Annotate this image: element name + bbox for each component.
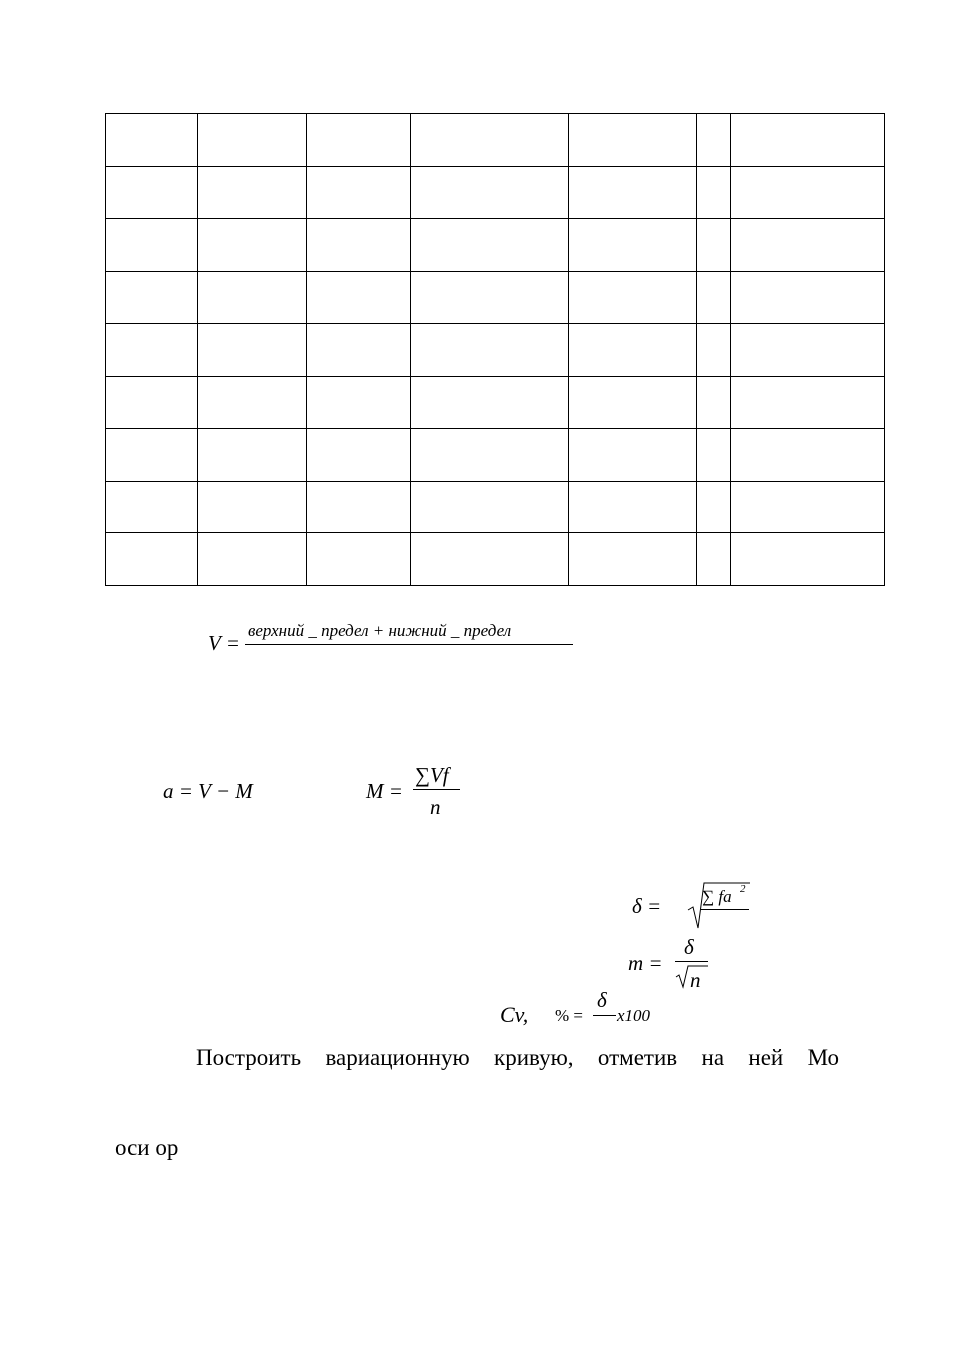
- table-cell: [569, 272, 697, 324]
- table-cell: [697, 324, 731, 377]
- table-cell: [731, 167, 885, 219]
- table-cell: [198, 482, 307, 533]
- table-cell: [697, 272, 731, 324]
- table-cell: [106, 377, 198, 429]
- table-cell: [106, 429, 198, 482]
- table-cell: [106, 324, 198, 377]
- table-cell: [198, 219, 307, 272]
- formula-a: a = V − M: [163, 779, 253, 803]
- table-cell: [697, 114, 731, 167]
- table-cell: [731, 533, 885, 586]
- table-row: [106, 324, 885, 377]
- fraction-bar: [675, 961, 708, 962]
- table-cell: [307, 377, 411, 429]
- table-cell: [569, 167, 697, 219]
- table-cell: [411, 533, 569, 586]
- table-cell: [307, 482, 411, 533]
- table-row: [106, 114, 885, 167]
- table-cell: [411, 219, 569, 272]
- table-cell: [697, 482, 731, 533]
- table-cell: [307, 167, 411, 219]
- table-cell: [106, 219, 198, 272]
- table-cell: [697, 219, 731, 272]
- formula-m-mean-numerator: ∑Vf: [415, 763, 449, 787]
- table-cell: [569, 114, 697, 167]
- table-cell: [198, 324, 307, 377]
- table-cell: [411, 324, 569, 377]
- formula-v-numerator: верхний _ предел + нижний _ предел: [248, 621, 512, 640]
- table-cell: [307, 324, 411, 377]
- table-cell: [307, 114, 411, 167]
- formula-delta-radicand: ∑ fa: [702, 887, 732, 906]
- table-cell: [697, 429, 731, 482]
- formula-m-mean-denominator: n: [430, 795, 441, 819]
- table-row: [106, 272, 885, 324]
- table-cell: [198, 429, 307, 482]
- table-row: [106, 219, 885, 272]
- table-cell: [198, 167, 307, 219]
- table-cell: [106, 533, 198, 586]
- formula-delta-lhs: δ =: [632, 894, 662, 918]
- table-cell: [731, 114, 885, 167]
- table-cell: [198, 377, 307, 429]
- table-cell: [198, 114, 307, 167]
- fraction-bar: [413, 789, 460, 790]
- formula-m-mean-lhs: M =: [366, 779, 403, 803]
- table-cell: [569, 482, 697, 533]
- table-cell: [411, 429, 569, 482]
- table-row: [106, 377, 885, 429]
- table-cell: [411, 482, 569, 533]
- formula-cv-numerator: δ: [597, 988, 607, 1012]
- table-cell: [411, 377, 569, 429]
- table-cell: [198, 533, 307, 586]
- table-cell: [307, 272, 411, 324]
- data-table: [105, 113, 885, 586]
- formula-cv-percent: % =: [555, 1006, 583, 1025]
- table-cell: [569, 533, 697, 586]
- instruction-line-1: Построить вариационную кривую, отметив на ней Мо: [196, 1045, 839, 1070]
- formula-m-error-lhs: m =: [628, 951, 663, 975]
- table-cell: [106, 114, 198, 167]
- table-cell: [731, 429, 885, 482]
- table-cell: [411, 114, 569, 167]
- table-row: [106, 533, 885, 586]
- fraction-bar: [700, 909, 749, 910]
- table-cell: [731, 482, 885, 533]
- table-cell: [411, 272, 569, 324]
- table-cell: [731, 377, 885, 429]
- table-cell: [198, 272, 307, 324]
- table-cell: [731, 219, 885, 272]
- formula-m-error-denominator: n: [690, 968, 701, 992]
- table-cell: [697, 167, 731, 219]
- formula-v-lhs: V =: [208, 631, 240, 655]
- formula-delta-exponent: 2: [740, 883, 746, 895]
- table-row: [106, 429, 885, 482]
- formula-cv-tail: x100: [617, 1006, 651, 1025]
- formula-cv-label: Cv,: [500, 1002, 529, 1027]
- table-row: [106, 482, 885, 533]
- table-cell: [697, 377, 731, 429]
- table-cell: [569, 324, 697, 377]
- table-cell: [697, 533, 731, 586]
- table-row: [106, 167, 885, 219]
- table-cell: [569, 377, 697, 429]
- table-cell: [307, 219, 411, 272]
- table-cell: [411, 167, 569, 219]
- instruction-line-2: оси ор: [115, 1135, 179, 1160]
- table-cell: [569, 219, 697, 272]
- table-cell: [569, 429, 697, 482]
- table-cell: [731, 272, 885, 324]
- fraction-bar: [593, 1015, 616, 1016]
- table-cell: [307, 533, 411, 586]
- table-cell: [106, 167, 198, 219]
- formula-m-error-numerator: δ: [684, 935, 694, 959]
- table-cell: [307, 429, 411, 482]
- table-cell: [731, 324, 885, 377]
- table-cell: [106, 482, 198, 533]
- fraction-bar: [245, 644, 573, 645]
- table-cell: [106, 272, 198, 324]
